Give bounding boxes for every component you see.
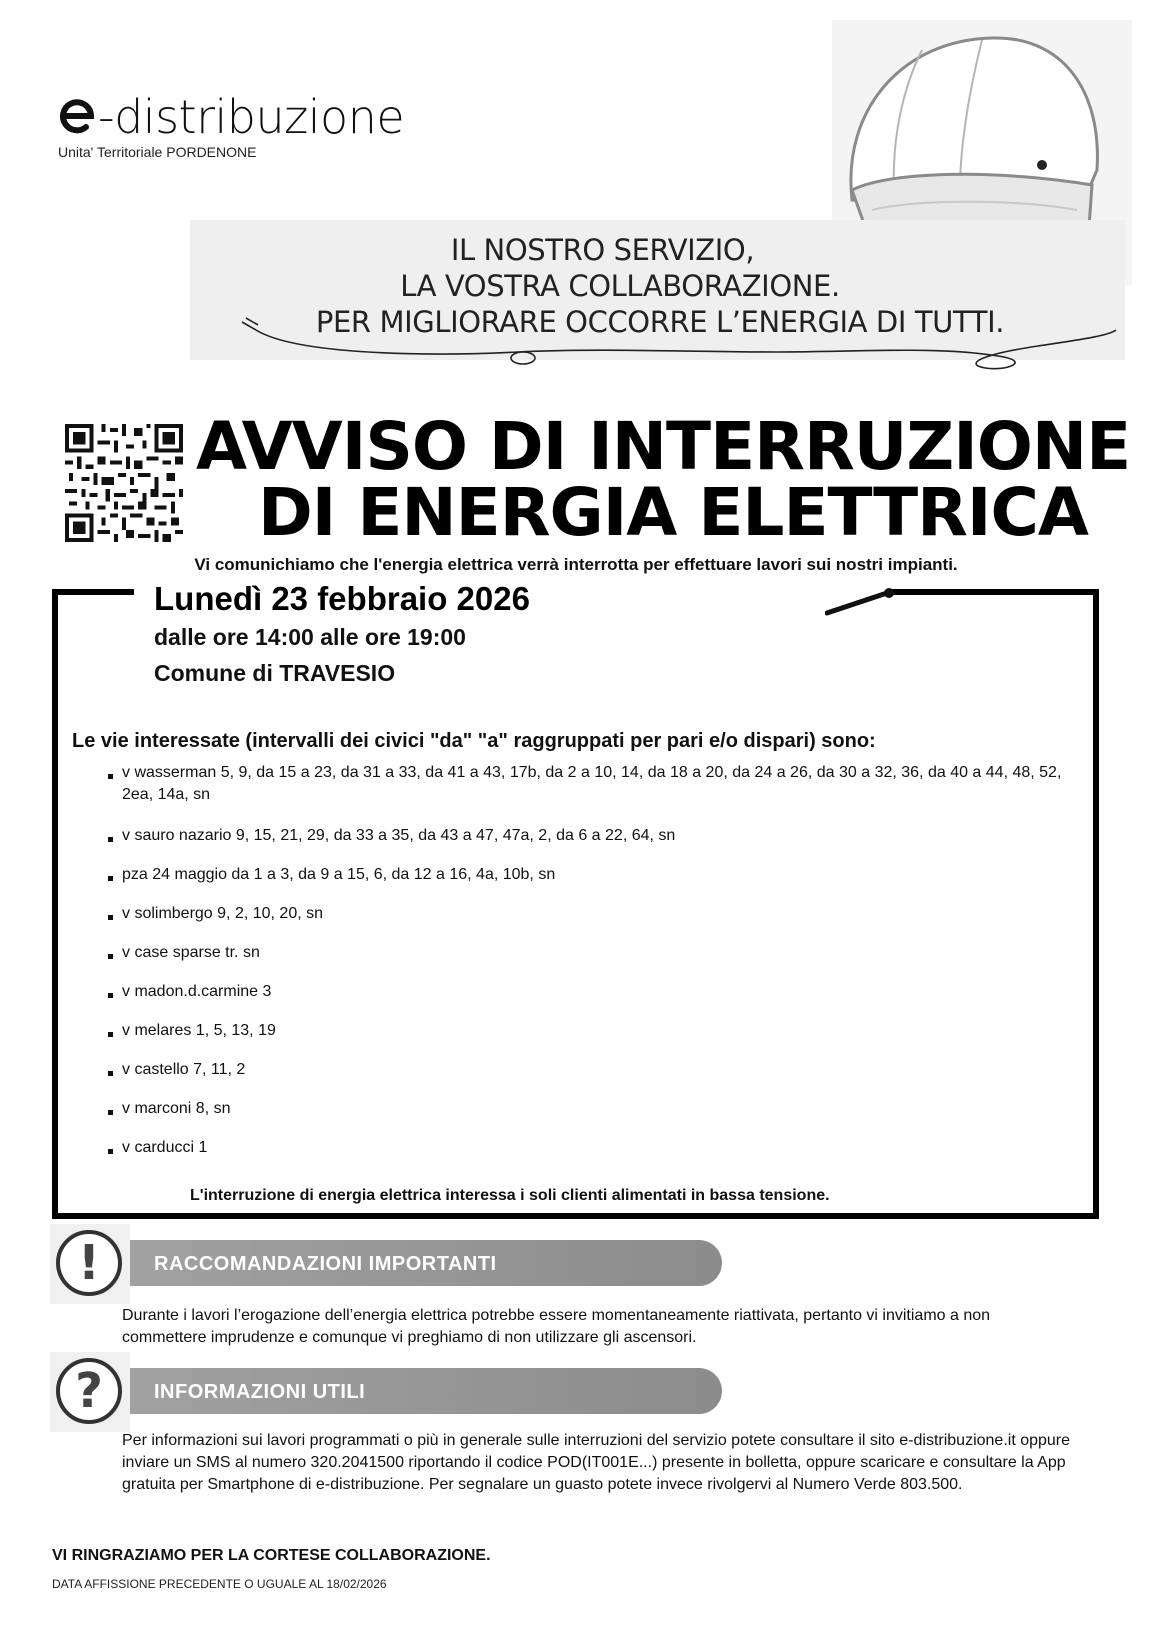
info-text: Per informazioni sui lavori programmati o più in generale sulle interruzioni del servizio potete consultare il sito e-distribuzione.it oppure inviare un SMS al numero 320.2041500 riportando il codice POD(IT001E...) presente in bolletta, oppure scaricare e consultare la App gratuita per Smartphone di e-distribuzione. Per segnalare un guasto potete invece rivolgervi al Numero Verde 803.500.: [122, 1432, 1071, 1493]
street-item: v marconi 8, sn: [108, 1098, 1083, 1120]
interruption-hours: dalle ore 14:00 alle ore 19:00: [154, 624, 466, 650]
street-item: v solimbergo 9, 2, 10, 20, sn: [108, 903, 1083, 925]
notice-frame-top-left: [52, 589, 134, 595]
territorial-unit: Unita' Territoriale PORDENONE: [58, 144, 257, 160]
slogan-line-2: LA VOSTRA COLLABORAZIONE.: [400, 269, 840, 303]
interruption-comune: Comune di TRAVESIO: [154, 660, 396, 686]
street-item: v melares 1, 5, 13, 19: [108, 1020, 1083, 1042]
thanks-text: VI RINGRAZIAMO PER LA CORTESE COLLABORAZIONE.: [52, 1547, 491, 1564]
notice-frame-top-right: [892, 589, 1099, 595]
company-logo: [58, 92, 404, 160]
power-cable-icon: [238, 316, 1118, 396]
recommendations-text: Durante i lavori l’erogazione dell’energia elettrica potrebbe essere momentaneamente riattivata, pertanto vi invitiamo a non commettere imprudenze e comunque vi preghiamo di non utilizzare gli ascensori.: [122, 1307, 991, 1346]
street-item: pza 24 maggio da 1 a 3, da 9 a 15, 6, da 12 a 16, 4a, 10b, sn: [108, 864, 1083, 886]
street-item: v sauro nazario 9, 15, 21, 29, da 33 a 35, da 43 a 47, 47a, 2, da 6 a 22, 64, sn: [108, 825, 1083, 847]
title-line-1: AVVISO DI INTERRUZIONE: [196, 408, 1131, 485]
street-item: v castello 7, 11, 2: [108, 1059, 1083, 1081]
slogan-line-1: IL NOSTRO SERVIZIO,: [450, 233, 755, 267]
intro-text: Vi comunichiamo che l'energia elettrica verrà interrotta per effettuare lavori sui nostri impianti.: [194, 555, 958, 574]
logo-text: -distribuzione: [98, 90, 405, 144]
street-item: v case sparse tr. sn: [108, 942, 1083, 964]
interruption-date: Lunedì 23 febbraio 2026: [154, 580, 530, 617]
posting-date: DATA AFFISSIONE PRECEDENTE O UGUALE AL 18/02/2026: [52, 1577, 387, 1591]
low-voltage-note: L'interruzione di energia elettrica interessa i soli clienti alimentati in bassa tensione.: [190, 1187, 830, 1204]
recommendations-title: RACCOMANDAZIONI IMPORTANTI: [154, 1253, 497, 1275]
qr-code-image: [64, 424, 184, 542]
pen-icon: [825, 585, 905, 625]
streets-heading: Le vie interessate (intervalli dei civici "da" "a" raggruppati per pari e/o dispari) sono:: [72, 730, 876, 752]
streets-list: [108, 762, 1083, 1159]
e-logo-icon: [58, 95, 98, 135]
question-mark-icon: ?: [56, 1358, 122, 1424]
slogan-line-3: PER MIGLIORARE OCCORRE L’ENERGIA DI TUTTI.: [315, 305, 1005, 339]
street-item: v carducci 1: [108, 1137, 1083, 1159]
info-title: INFORMAZIONI UTILI: [154, 1381, 366, 1403]
logo-wordmark: [58, 92, 404, 142]
exclamation-icon: !: [56, 1230, 122, 1296]
street-item: v madon.d.carmine 3: [108, 981, 1083, 1003]
notice-title: [196, 408, 1136, 551]
street-item: v wasserman 5, 9, da 15 a 23, da 31 a 33, da 41 a 43, 17b, da 2 a 10, 14, da 18 a 20, da 24 a 26, da 30 a 32, 36, da 40 a 44, 48, 52, 2ea, 14a, sn: [108, 762, 1083, 806]
title-line-2: DI ENERGIA ELETTRICA: [258, 474, 1089, 551]
